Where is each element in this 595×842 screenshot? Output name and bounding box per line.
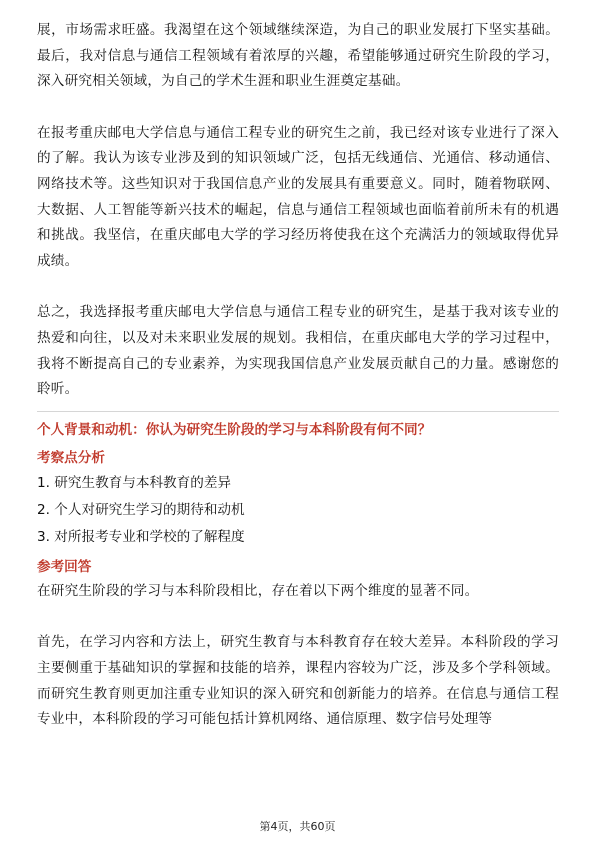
analysis-item: 2. 个人对研究生学习的期待和动机 — [37, 501, 245, 518]
paragraph-gap — [37, 604, 559, 630]
paragraph-gap — [37, 274, 559, 300]
paragraph-major-understanding: 在报考重庆邮电大学信息与通信工程专业的研究生之前，我已经对该专业进行了深入的了解。我认为该专业涉及到的知识领域广泛，包括无线通信、光通信、移动通信、网络技术等。这些知识对于我国信息产业的发展具有重要意义。同时，随着物联网、大数据、人工智能等新兴技术的崛起，信息与通信工程领域也面临着前所未有的机遇和挑战。我坚信，在重庆邮电大学的学习经历将使我在这个充满活力的领域取得优异成绩。 — [37, 124, 559, 269]
analysis-item: 1. 研究生教育与本科教育的差异 — [37, 474, 232, 491]
analysis-item: 3. 对所报考专业和学校的了解程度 — [37, 528, 245, 545]
page-number: 第4页，共60页 — [259, 820, 336, 833]
reference-intro: 在研究生阶段的学习与本科阶段相比，存在着以下两个维度的显著不同。 — [37, 582, 479, 599]
reference-body: 首先，在学习内容和方法上，研究生教育与本科教育存在较大差异。本科阶段的学习主要侧重于基础知识的掌握和技能的培养，课程内容较为广泛，涉及多个学科领域。而研究生教育则更加注重专业知识的深入研究和创新能力的培养。在信息与通信工程专业中，本科阶段的学习可能包括计算机网络、通信原理、数字信号处理等 — [37, 634, 559, 728]
analysis-heading: 考察点分析 — [37, 449, 105, 466]
paragraph-motivation-end: 展，市场需求旺盛。我渴望在这个领域继续深造，为自己的职业发展打下坚实基础。最后，我对信息与通信工程领域有着浓厚的兴趣，希望能够通过研究生阶段的学习，深入研究相关领域，为自己的学术生涯和职业生涯奠定基础。 — [37, 22, 559, 90]
paragraph-gap — [37, 95, 559, 121]
section-divider — [37, 411, 559, 412]
interview-question: 个人背景和动机：你认为研究生阶段的学习与本科阶段有何不同？ — [37, 421, 432, 438]
reference-heading: 参考回答 — [37, 558, 92, 575]
paragraph-conclusion: 总之，我选择报考重庆邮电大学信息与通信工程专业的研究生，是基于我对该专业的热爱和向往，以及对未来职业发展的规划。我相信，在重庆邮电大学的学习过程中，我将不断提高自己的专业素养，为实现我国信息产业发展贡献自己的力量。感谢您的聆听。 — [37, 304, 559, 398]
page-content — [37, 18, 559, 733]
